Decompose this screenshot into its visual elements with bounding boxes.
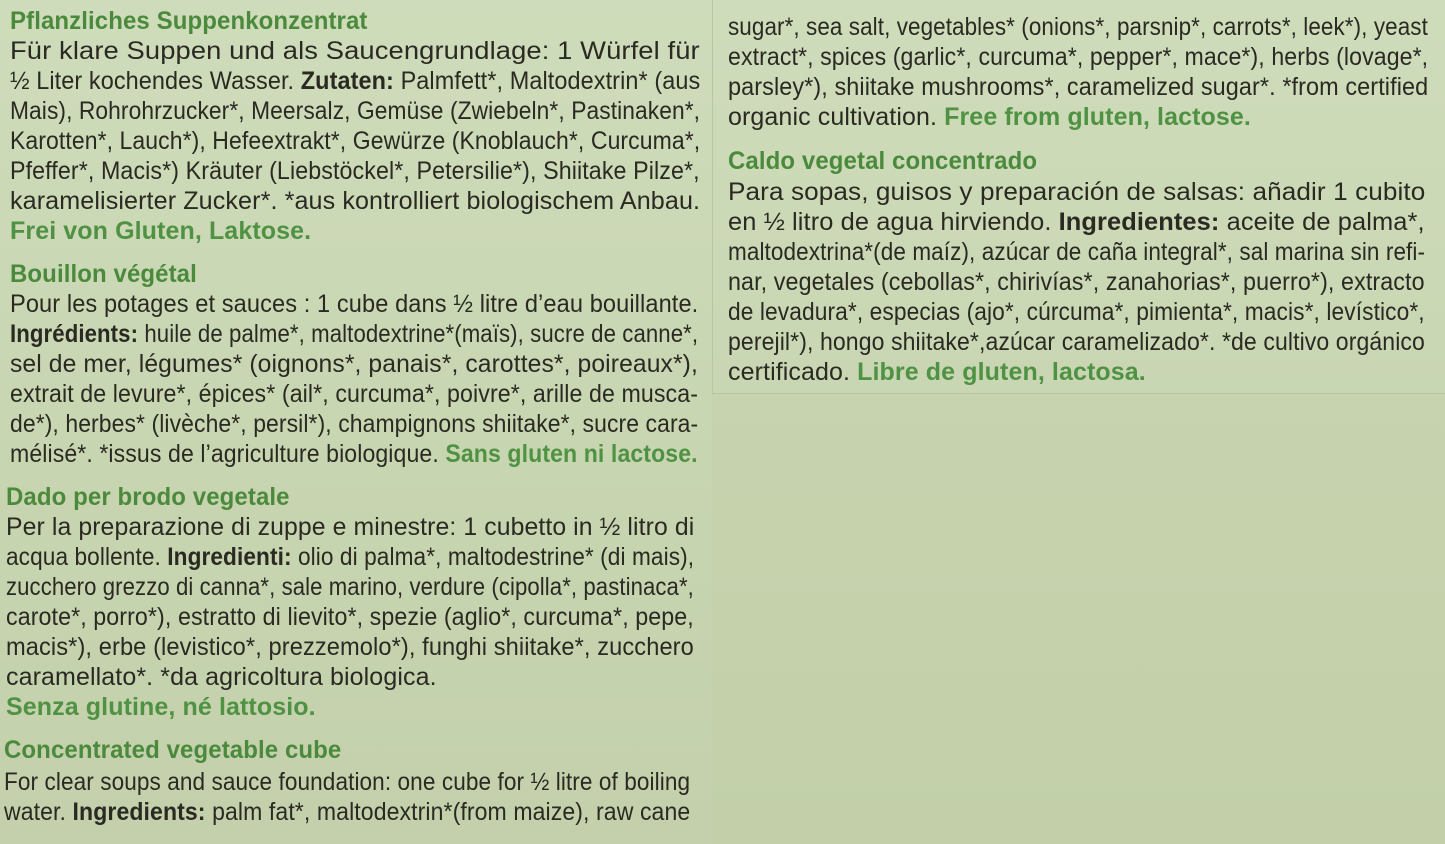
- text-line: [6, 572, 694, 602]
- text-line: [728, 357, 1146, 387]
- text-run: extract*, spices (garlic*, curcuma*, pepper*, mace*), herbs (lovage*,: [728, 43, 1429, 71]
- section-heading: Dado per brodo vegetale: [6, 483, 290, 511]
- text-line: [10, 379, 698, 409]
- text-run: certificado.: [728, 358, 858, 386]
- text-line: [6, 692, 316, 722]
- text-line: [728, 267, 1425, 297]
- text-run: zucchero grezzo di canna*, sale marino, verdure (cipolla*, pastinaca*,: [6, 573, 694, 601]
- text-run: caramellato*. *da agricoltura biologica.: [6, 663, 437, 691]
- text-line: [6, 662, 437, 692]
- text-run: Für klare Suppen und als Saucengrundlage: 1 Würfel für: [10, 37, 700, 65]
- text-run: macis*), erbe (levistico*, prezzemolo*), funghi shiitake*, zucchero: [6, 633, 694, 661]
- ingredients-label: Ingredients:: [72, 798, 206, 826]
- text-line: [10, 156, 700, 186]
- text-run: Pfeffer*, Macis*) Kräuter (Liebstöckel*, Petersilie*), Shiitake Pilze*,: [10, 157, 700, 185]
- text-line: [728, 327, 1425, 357]
- text-line: [728, 72, 1428, 102]
- text-line: [728, 297, 1425, 327]
- text-run: Para sopas, guisos y preparación de salsas: añadir 1 cubito: [728, 178, 1426, 206]
- text-line: [728, 42, 1428, 72]
- text-run: extrait de levure*, épices* (ail*, curcuma*, poivre*, arille de musca-: [10, 380, 699, 408]
- text-line: [6, 632, 694, 662]
- text-run: Palmfett*, Maltodextrin* (aus: [393, 67, 701, 95]
- text-line: [6, 602, 694, 632]
- allergen-note: Frei von Gluten, Laktose.: [10, 217, 312, 245]
- section-heading: Caldo vegetal concentrado: [728, 147, 1038, 175]
- text-run: palm fat*, maltodextrin*(from maize), raw cane: [205, 798, 691, 826]
- text-run: nar, vegetales (cebollas*, chirivías*, zanahorias*, puerro*), extracto: [728, 268, 1425, 296]
- right-column-blank-area: [712, 393, 1445, 844]
- text-line: [10, 349, 698, 379]
- text-line: [6, 512, 694, 542]
- text-run: organic cultivation.: [728, 103, 945, 131]
- text-line: [728, 12, 1428, 42]
- text-run: For clear soups and sauce foundation: one cube for ½ litre of boiling: [4, 768, 691, 796]
- text-line: [10, 126, 700, 156]
- text-line: [728, 177, 1425, 207]
- text-line: [6, 542, 694, 572]
- text-run: de levadura*, especias (ajo*, cúrcuma*, pimienta*, macis*, levístico*,: [728, 298, 1425, 326]
- text-run: parsley*), shiitake mushrooms*, caramelized sugar*. *from certified: [728, 73, 1429, 101]
- text-line: [10, 186, 700, 216]
- text-line: [10, 289, 698, 319]
- text-run: Karotten*, Lauch*), Hefeextrakt*, Gewürze (Knoblauch*, Curcuma*,: [10, 127, 701, 155]
- allergen-note: Sans gluten ni lactose.: [445, 440, 698, 468]
- section-heading: Concentrated vegetable cube: [4, 736, 342, 764]
- text-run: carote*, porro*), estratto di lievito*, spezie (aglio*, curcuma*, pepe,: [6, 603, 694, 631]
- text-run: de*), herbes* (livèche*, persil*), champignons shiitake*, sucre cara-: [10, 410, 699, 438]
- text-line: [4, 767, 690, 797]
- allergen-note: Free from gluten, lactose.: [944, 103, 1251, 131]
- text-run: olio di palma*, maltodestrine* (di mais),: [291, 543, 695, 571]
- text-run: karamelisierter Zucker*. *aus kontrolliert biologischem Anbau.: [10, 187, 701, 215]
- ingredients-label: Ingredienti:: [167, 543, 292, 571]
- text-run: Pour les potages et sauces : 1 cube dans ½ litre d’eau bouillante.: [10, 290, 699, 318]
- ingredients-label: Ingredientes:: [1058, 208, 1220, 236]
- text-line: [728, 237, 1425, 267]
- text-run: mélisé*. *issus de l’agriculture biologique.: [10, 440, 446, 468]
- text-line: [10, 96, 700, 126]
- text-run: acqua bollente.: [6, 543, 168, 571]
- text-run: en ½ litro de agua hirviendo.: [728, 208, 1059, 236]
- text-line: [10, 66, 700, 96]
- text-line: [728, 207, 1425, 237]
- text-run: Per la preparazione di zuppe e minestre: 1 cubetto in ½ litro di: [6, 513, 695, 541]
- text-line: [10, 36, 700, 66]
- text-run: Mais), Rohrohrzucker*, Meersalz, Gemüse (Zwiebeln*, Pastinaken*,: [10, 97, 701, 125]
- allergen-note: Libre de gluten, lactosa.: [857, 358, 1146, 386]
- text-line: [728, 102, 1251, 132]
- allergen-note: Senza glutine, né lattosio.: [6, 693, 316, 721]
- text-run: sugar*, sea salt, vegetables* (onions*, parsnip*, carrots*, leek*), yeast: [728, 13, 1428, 41]
- section-heading: Bouillon végétal: [10, 260, 197, 288]
- text-run: perejil*), hongo shiitake*,azúcar caramelizado*. *de cultivo orgánico: [728, 328, 1425, 356]
- text-run: ½ Liter kochendes Wasser.: [10, 67, 301, 95]
- text-line: [10, 439, 698, 469]
- section-heading: Pflanzliches Suppenkonzentrat: [10, 7, 368, 35]
- text-line: [10, 409, 698, 439]
- ingredients-label: Zutaten:: [300, 67, 394, 95]
- text-run: water.: [4, 798, 73, 826]
- text-line: [4, 797, 690, 827]
- text-run: huile de palme*, maltodextrine*(maïs), sucre de canne*,: [138, 320, 699, 348]
- text-line: [10, 319, 698, 349]
- text-run: maltodextrina*(de maíz), azúcar de caña integral*, sal marina sin refi-: [728, 238, 1426, 266]
- text-line: [10, 216, 311, 246]
- text-run: sel de mer, légumes* (oignons*, panais*, carottes*, poireaux*),: [10, 350, 698, 378]
- ingredients-label: Ingrédients:: [10, 320, 139, 348]
- text-run: aceite de palma*,: [1219, 208, 1425, 236]
